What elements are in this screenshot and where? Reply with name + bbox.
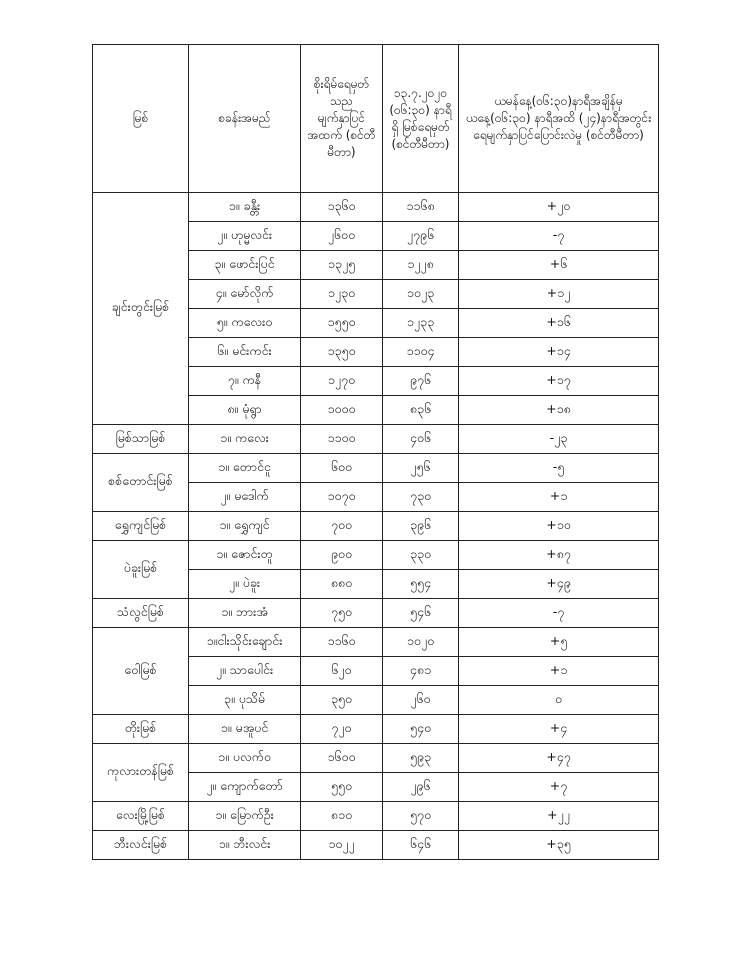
level-change-cell: +၁၈ [459,396,659,425]
water-level-cell: ၃၉၆ [383,512,459,541]
danger-level-cell: ၁၀၂၂ [301,831,383,860]
station-name-cell: ၂။ မဒေါက် [189,483,301,512]
level-change-cell: +၁ [459,483,659,512]
header-station: စခန်းအမည် [189,45,301,193]
danger-level-cell: ၇၂၀ [301,715,383,744]
station-name-cell: ၃။ ဖောင်းပြင် [189,251,301,280]
water-level-cell: ၇၃၀ [383,483,459,512]
danger-level-cell: ၁၃၆၀ [301,193,383,222]
danger-level-cell: ၁၅၅၀ [301,309,383,338]
water-level-cell: ၂၇၉၆ [383,222,459,251]
danger-level-cell: ၂၆၀၀ [301,222,383,251]
station-name-cell: ၁။ တောင်ငူ [189,454,301,483]
station-name-cell: ၁။ ဘီးလင်း [189,831,301,860]
station-name-cell: ၁။ မြောက်ဦး [189,802,301,831]
table-row [93,599,659,628]
table-row [93,628,659,657]
level-change-cell: +၁၂ [459,280,659,309]
danger-level-cell: ၁၃၅၀ [301,338,383,367]
table-body [93,193,659,860]
level-change-cell: +၁ [459,657,659,686]
river-name-cell: သံလွင်မြစ် [93,599,189,628]
level-change-cell: -၇ [459,222,659,251]
danger-level-cell: ၁၀၇၀ [301,483,383,512]
station-name-cell: ၁။ ဘားအံ [189,599,301,628]
water-level-cell: ၁၁၆၈ [383,193,459,222]
station-name-cell: ၈။ မုံရွာ [189,396,301,425]
danger-level-cell: ၃၅၀ [301,686,383,715]
danger-level-cell: ၁၁၆၀ [301,628,383,657]
water-level-cell: ၁၀၂၃ [383,280,459,309]
level-change-cell: +၄၉ [459,570,659,599]
station-name-cell: ၂။ ပဲခူး [189,570,301,599]
danger-level-cell: ၈၁၀ [301,802,383,831]
station-name-cell: ၆။ မင်းကင်း [189,338,301,367]
water-level-table [92,44,659,860]
station-name-cell: ၁။ ခန္တီး [189,193,301,222]
danger-level-cell: ၁၂၇၀ [301,367,383,396]
level-change-cell: +၇ [459,773,659,802]
water-level-cell: ၁၂၃၃ [383,309,459,338]
header-current-level: ၁၃.၇.၂၀၂၀ (၀၆:၃၀) နာရီရှိ မြစ်ရေမှတ် (စင်တီမီတာ) [383,45,459,193]
water-level-cell: ၅၇၀ [383,802,459,831]
level-change-cell: +၂၂ [459,802,659,831]
river-name-cell: မြစ်သာမြစ် [93,425,189,454]
level-change-cell: +၁၀ [459,512,659,541]
station-name-cell: ၁။ ဇောင်းတူ [189,541,301,570]
river-name-cell: ပဲခူးမြစ် [93,541,189,599]
table-row [93,425,659,454]
river-name-cell: ချင်းတွင်းမြစ် [93,193,189,425]
water-level-cell: ၃၃၀ [383,541,459,570]
danger-level-cell: ၅၅၀ [301,773,383,802]
water-level-cell: ၂၅၆ [383,454,459,483]
water-level-cell: ၁၀၂၀ [383,628,459,657]
river-name-cell: တိုးမြစ် [93,715,189,744]
table-row [93,744,659,773]
danger-level-cell: ၇၅၀ [301,599,383,628]
header-change-24h: ယမန်နေ့(၀၆:၃၀)နာရီအချိန်မှ ယနေ့(၀၆:၃၀) နာရီအထိ (၂၄)နာရီအတွင်း ရေမျက်နှာပြင်ပြောင်းလဲမှု (စင်တီမီတာ) [459,45,659,193]
water-level-cell: ၆၄၆ [383,831,459,860]
danger-level-cell: ၁၂၃၀ [301,280,383,309]
level-change-cell: -၇ [459,599,659,628]
danger-level-cell: ၆၀၀ [301,454,383,483]
station-name-cell: ၁။ ရွှေကျင် [189,512,301,541]
header-danger-level: စိုးရိမ်ရေမှတ် သည မျက်နှာပြင် အထက် (စင်တီမီတာ) [301,45,383,193]
river-name-cell: ဝေါမြစ် [93,628,189,715]
danger-level-cell: ၉၀၀ [301,541,383,570]
level-change-cell: +၅ [459,628,659,657]
table-row [93,454,659,483]
header-river: မြစ် [93,45,189,193]
danger-level-cell: ၁၆၀၀ [301,744,383,773]
level-change-cell: +၃၅ [459,831,659,860]
danger-level-cell: ၈၈၀ [301,570,383,599]
water-level-cell: ၁၂၂၈ [383,251,459,280]
river-name-cell: ကုလားတန်မြစ် [93,744,189,802]
table-row [93,715,659,744]
station-name-cell: ၂။ ဟုမ္မလင်း [189,222,301,251]
water-level-cell: ၅၄၆ [383,599,459,628]
station-name-cell: ၂။ ကျောက်တော် [189,773,301,802]
table-row [93,831,659,860]
water-level-cell: ၄၈၁ [383,657,459,686]
level-change-cell: +၆ [459,251,659,280]
level-change-cell: +၁၆ [459,309,659,338]
river-name-cell: စစ်တောင်းမြစ် [93,454,189,512]
water-level-cell: ၈၃၆ [383,396,459,425]
table-row [93,193,659,222]
level-change-cell: +၁၇ [459,367,659,396]
level-change-cell: -၅ [459,454,659,483]
station-name-cell: ၂။ သာပေါင်း [189,657,301,686]
table-row [93,541,659,570]
level-change-cell: -၂၃ [459,425,659,454]
danger-level-cell: ၇၀၀ [301,512,383,541]
table-row [93,802,659,831]
water-level-cell: ၂၉၆ [383,773,459,802]
station-name-cell: ၁။ ကလေး [189,425,301,454]
danger-level-cell: ၁၀၀၀ [301,396,383,425]
station-name-cell: ၅။ ကလေးဝ [189,309,301,338]
station-name-cell: ၁။ ပလက်ဝ [189,744,301,773]
water-level-cell: ၅၅၄ [383,570,459,599]
river-name-cell: ရွှေကျင်မြစ် [93,512,189,541]
water-level-cell: ၅၄၀ [383,715,459,744]
level-change-cell: +၁၄ [459,338,659,367]
water-level-cell: ၉၇၆ [383,367,459,396]
level-change-cell: +၂၀ [459,193,659,222]
danger-level-cell: ၁၁၀၀ [301,425,383,454]
station-name-cell: ၄။ မော်လိုက် [189,280,301,309]
table-row [93,512,659,541]
station-name-cell: ၇။ ကနီ [189,367,301,396]
river-name-cell: လေးမြို့မြစ် [93,802,189,831]
river-name-cell: ဘီးလင်းမြစ် [93,831,189,860]
water-level-cell: ၄၀၆ [383,425,459,454]
danger-level-cell: ၁၃၂၅ [301,251,383,280]
water-level-cell: ၂၆၀ [383,686,459,715]
danger-level-cell: ၆၂၀ [301,657,383,686]
level-change-cell: ၀ [459,686,659,715]
water-level-cell: ၁၁၀၄ [383,338,459,367]
level-change-cell: +၄၇ [459,744,659,773]
station-name-cell: ၃။ ပုသိမ် [189,686,301,715]
station-name-cell: ၁။ မအူပင် [189,715,301,744]
level-change-cell: +၄ [459,715,659,744]
water-level-cell: ၅၉၃ [383,744,459,773]
level-change-cell: +၈၇ [459,541,659,570]
station-name-cell: ၁။ငါးသိုင်းချောင်း [189,628,301,657]
header-row [93,45,659,193]
